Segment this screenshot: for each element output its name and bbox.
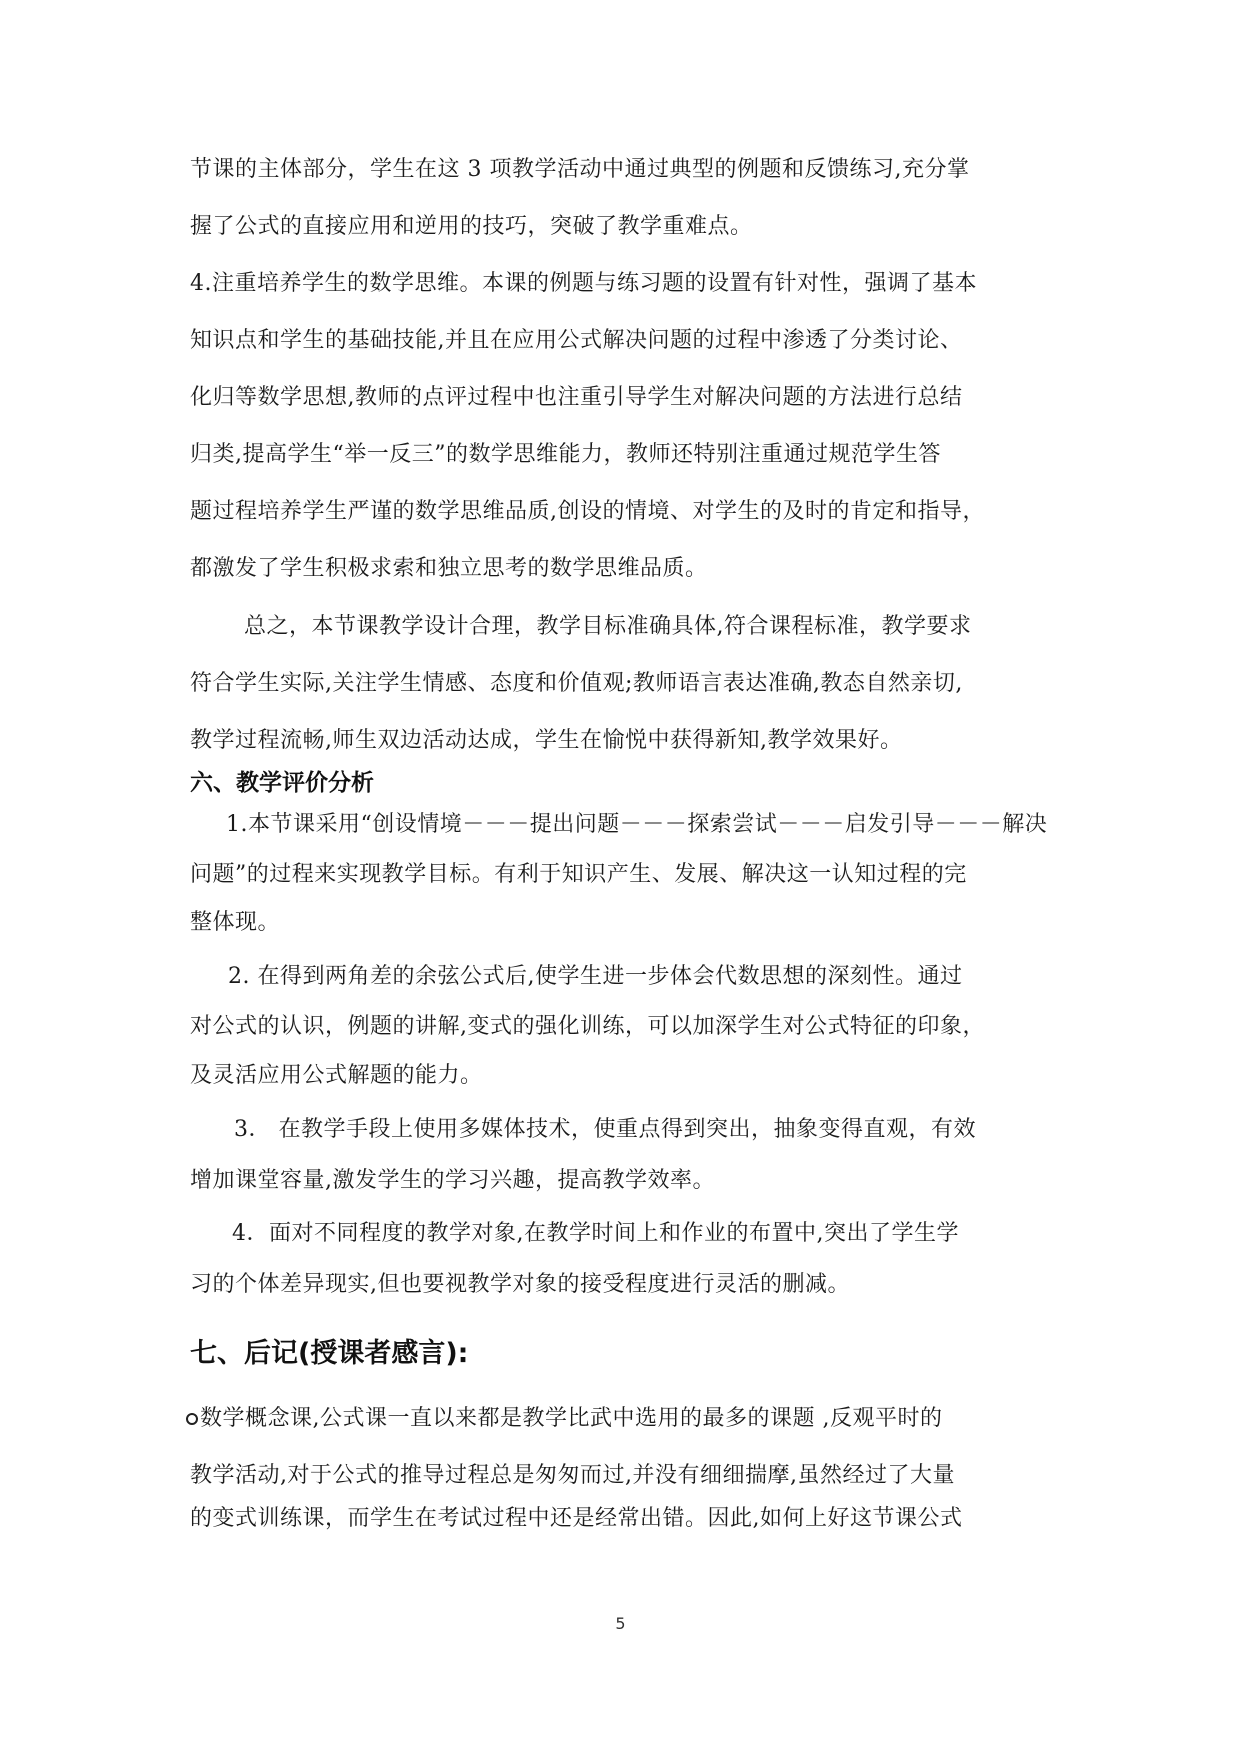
- paragraph-line: 对公式的认识，例题的讲解,变式的强化训练，可以加深学生对公式特征的印象，: [190, 1014, 985, 1039]
- section-heading: 六、教学评价分析: [190, 770, 374, 796]
- paragraph-line: 教学活动,对于公式的推导过程总是匆匆而过,并没有细细揣摩,虽然经过了大量: [190, 1463, 955, 1488]
- section-heading: 七、后记(授课者感言):: [190, 1338, 469, 1369]
- paragraph-line: 化归等数学思想,教师的点评过程中也注重引导学生对解决问题的方法进行总结: [190, 385, 963, 410]
- paragraph-line-text: 数学概念课,公式课一直以来都是教学比武中选用的最多的课题 ,反观平时的: [200, 1406, 943, 1431]
- paragraph-line: 1.本节课采用“创设情境－－－提出问题－－－探索尝试－－－启发引导－－－解决: [226, 812, 1048, 837]
- paragraph-line: 2. 在得到两角差的余弦公式后,使学生进一步体会代数思想的深刻性。通过: [228, 964, 963, 989]
- paragraph-line: 及灵活应用公式解题的能力。: [190, 1063, 483, 1088]
- paragraph-line: 节课的主体部分，学生在这 3 项教学活动中通过典型的例题和反馈练习,充分掌: [190, 157, 970, 182]
- paragraph-line: 的变式训练课，而学生在考试过程中还是经常出错。因此,如何上好这节课公式: [190, 1506, 963, 1531]
- paragraph-line: 3． 在教学手段上使用多媒体技术，使重点得到突出，抽象变得直观，有效: [234, 1117, 976, 1142]
- paragraph-line: 总之，本节课教学设计合理，教学目标准确具体,符合课程标准，教学要求: [244, 614, 972, 639]
- paragraph-line: 整体现。: [190, 910, 281, 935]
- paragraph-line: 题过程培养学生严谨的数学思维品质,创设的情境、对学生的及时的肯定和指导，: [190, 499, 985, 524]
- paragraph-line: 符合学生实际,关注学生情感、态度和价值观;教师语言表达准确,教态自然亲切,: [190, 671, 963, 696]
- page-number: 5: [615, 1614, 626, 1633]
- paragraph-line: 增加课堂容量,激发学生的学习兴趣，提高教学效率。: [190, 1168, 715, 1193]
- paragraph-line: 4.注重培养学生的数学思维。本课的例题与练习题的设置有针对性，强调了基本: [190, 271, 977, 296]
- paragraph-line: 知识点和学生的基础技能,并且在应用公式解决问题的过程中渗透了分类讨论、: [190, 328, 963, 353]
- paragraph-line: 都激发了学生积极求索和独立思考的数学思维品质。: [190, 556, 708, 581]
- paragraph-line: 教学过程流畅,师生双边活动达成，学生在愉悦中获得新知,教学效果好。: [190, 728, 903, 753]
- paragraph-line: 问题”的过程来实现教学目标。有利于知识产生、发展、解决这一认知过程的完: [190, 862, 967, 887]
- paragraph-line: 习的个体差异现实,但也要视教学对象的接受程度进行灵活的删减。: [190, 1272, 850, 1297]
- paragraph-line: 4．面对不同程度的教学对象,在教学时间上和作业的布置中,突出了学生学: [232, 1221, 959, 1246]
- paragraph-line: 握了公式的直接应用和逆用的技巧，突破了教学重难点。: [190, 214, 753, 239]
- bullet-mark-icon: [186, 1413, 198, 1425]
- paragraph-line: [186, 1404, 942, 1434]
- paragraph-line: 归类,提高学生“举一反三”的数学思维能力，教师还特别注重通过规范学生答: [190, 442, 941, 467]
